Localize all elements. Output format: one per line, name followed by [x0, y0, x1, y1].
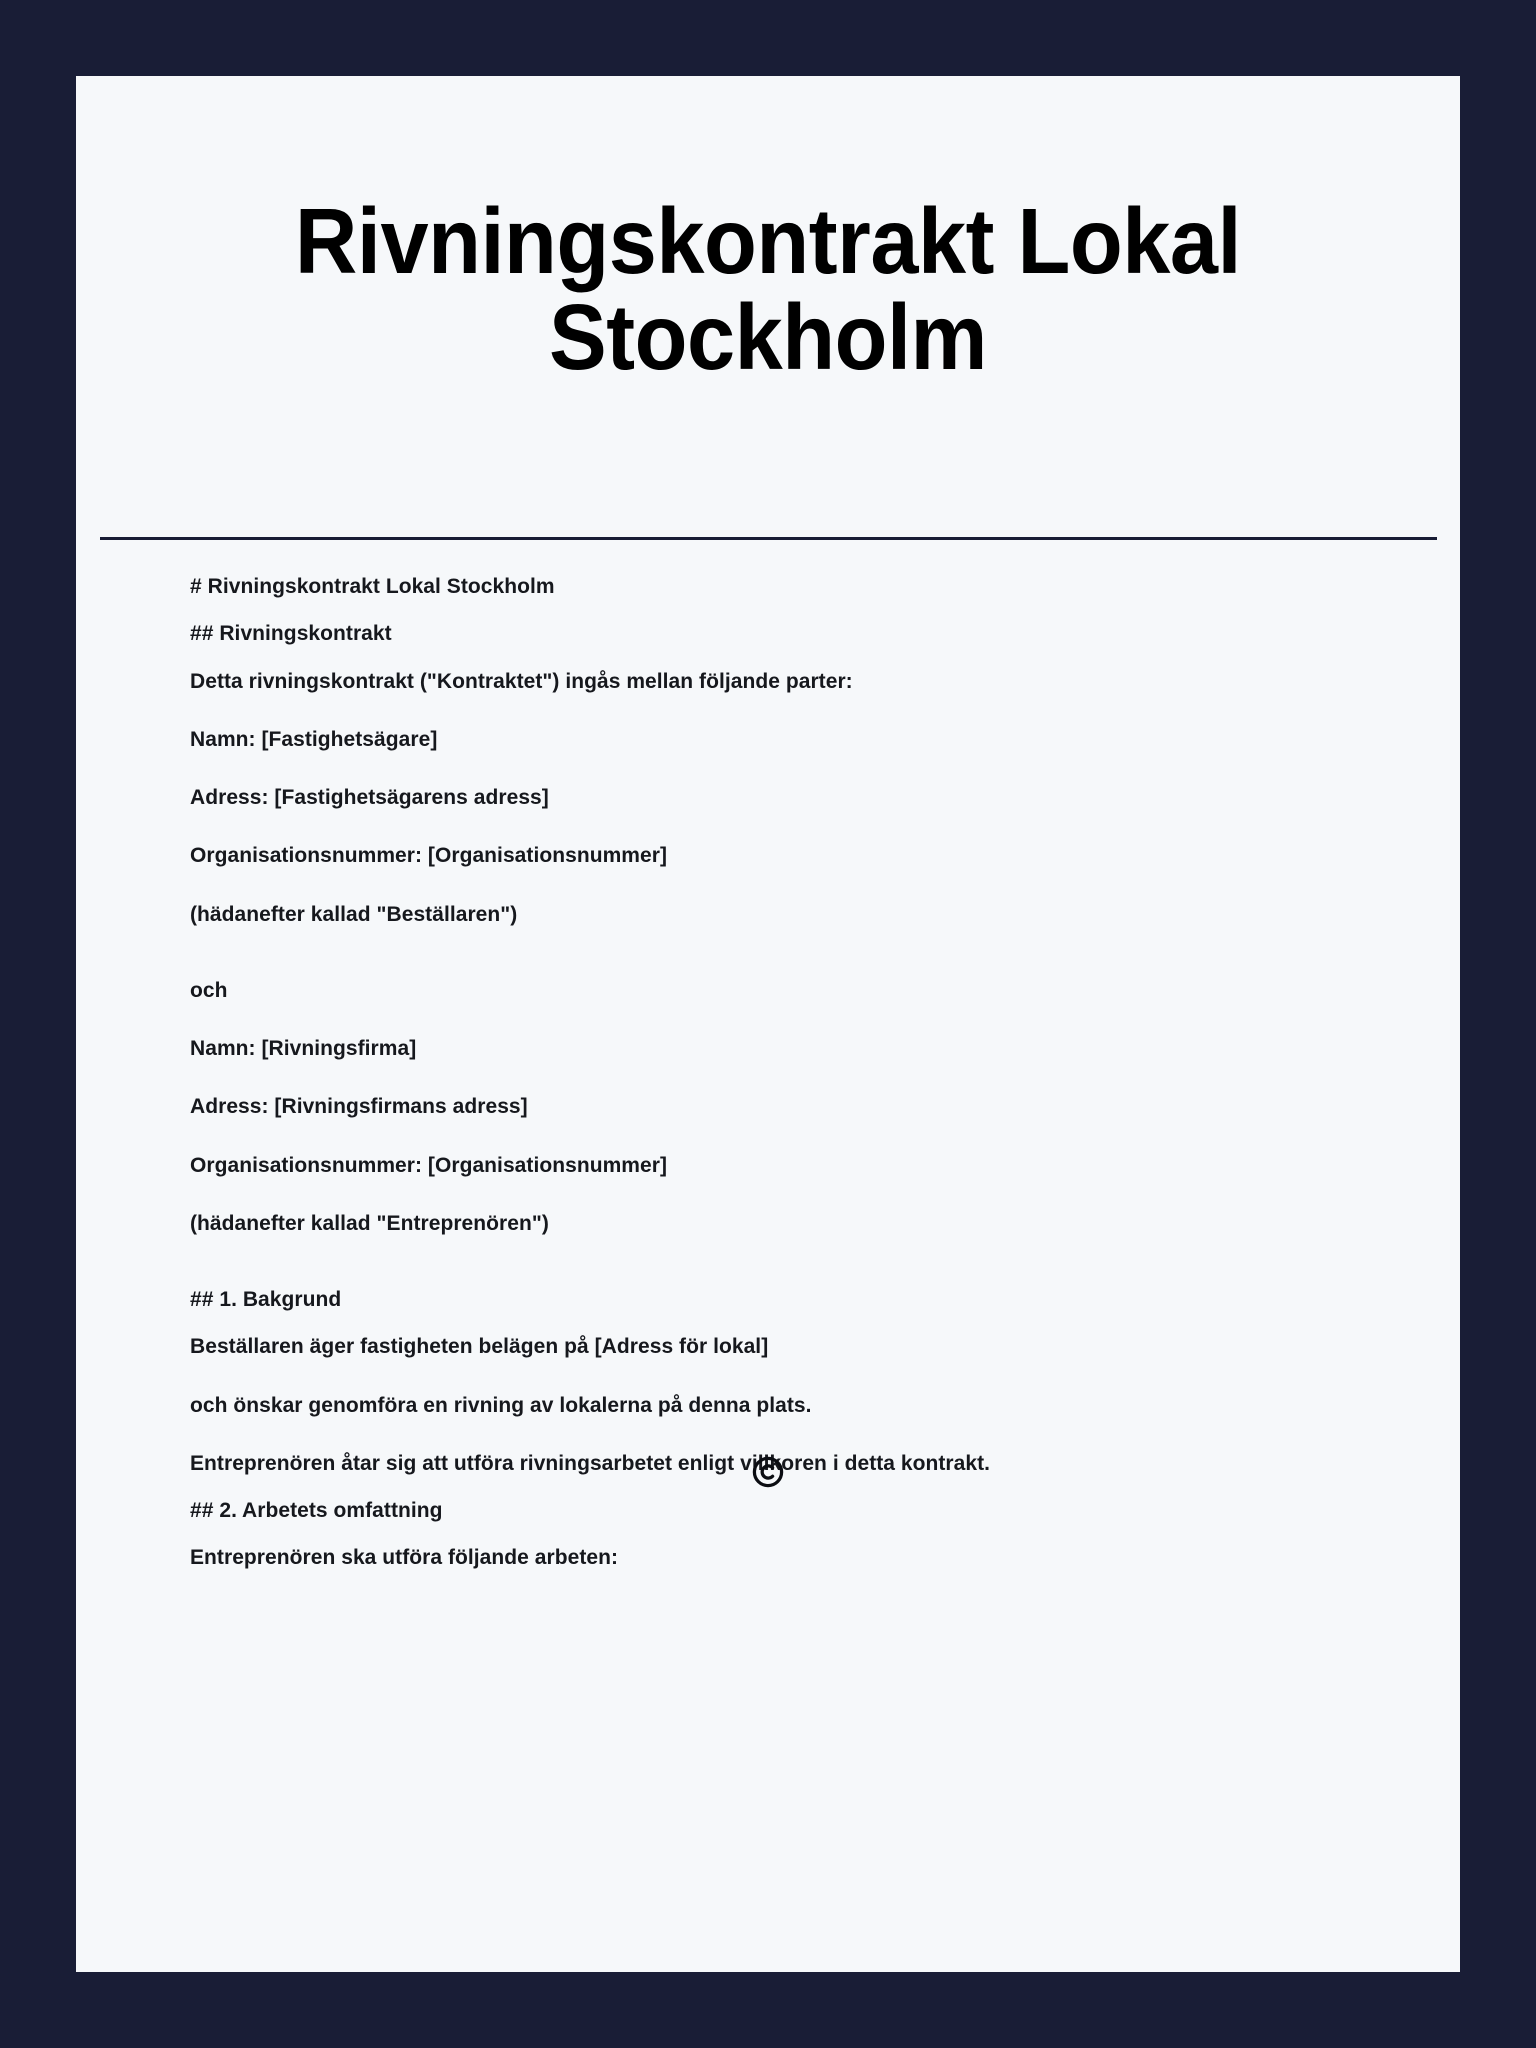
page-title: Rivningskontrakt Lokal Stockholm: [294, 189, 1242, 389]
document-paragraph: # Rivningskontrakt Lokal Stockholm: [190, 575, 555, 598]
document-paragraph: (hädanefter kallad "Entreprenören"): [190, 1211, 549, 1235]
footer-copyright: [76, 1455, 1460, 1489]
document-paragraph: Entreprenören åtar sig att utföra rivningsarbetet enligt villkoren i detta kontrakt.: [190, 1451, 991, 1475]
document-page: [76, 76, 1460, 1972]
document-paragraph: Namn: [Fastighetsägare]: [190, 727, 438, 751]
document-paragraph: ## 1. Bakgrund: [190, 1288, 342, 1311]
document-paragraph: Organisationsnummer: [Organisationsnummer]: [190, 1153, 668, 1177]
document-paragraph: ## 2. Arbetets omfattning: [190, 1499, 443, 1522]
document-paragraph: ## Rivningskontrakt: [190, 622, 392, 646]
document-paragraph: Beställaren äger fastigheten belägen på [Adress för lokal]: [190, 1335, 769, 1359]
document-paragraph: (hädanefter kallad "Beställaren"): [190, 902, 518, 926]
document-paragraph: Adress: [Rivningsfirmans adress]: [190, 1095, 528, 1119]
document-paragraph: Namn: [Rivningsfirma]: [190, 1037, 417, 1060]
title-divider: [100, 537, 1437, 540]
document-paragraph: och: [190, 978, 228, 1002]
document-paragraph: och önskar genomföra en rivning av lokalerna på denna plats.: [190, 1393, 812, 1417]
document-paragraph: Entreprenören ska utföra följande arbeten:: [190, 1546, 619, 1570]
document-paragraph: Detta rivningskontrakt ("Kontraktet") ingås mellan följande parter:: [190, 669, 853, 693]
copyright-icon: [751, 1455, 785, 1489]
document-paragraph: Adress: [Fastighetsägarens adress]: [190, 786, 549, 809]
document-paragraph: Organisationsnummer: [Organisationsnummer]: [190, 844, 668, 868]
document-body: [190, 574, 1370, 1593]
